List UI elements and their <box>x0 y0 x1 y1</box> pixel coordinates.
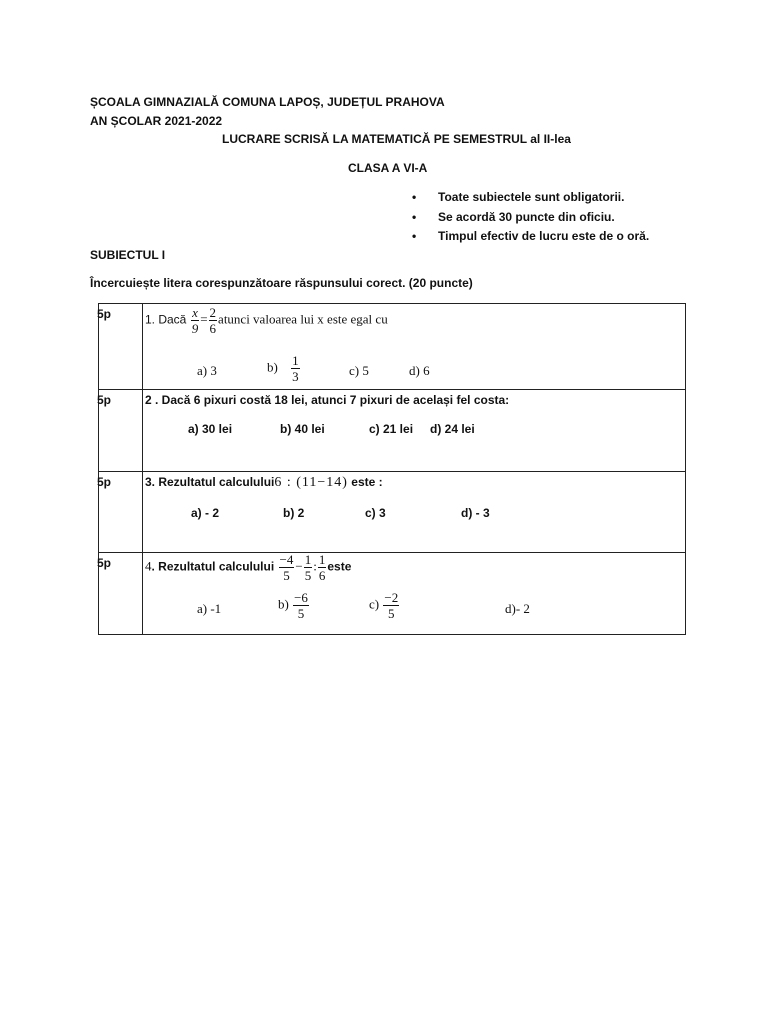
option-a[interactable]: a) - 2 <box>191 506 220 520</box>
question-3-text <box>145 475 383 491</box>
rule-item <box>412 208 649 228</box>
question-row-2 <box>99 390 686 472</box>
option-c[interactable]: c) 21 lei <box>369 422 414 436</box>
section-title: SUBIECTUL I <box>90 248 166 262</box>
test-title: LUCRARE SCRISĂ LA MATEMATICĂ PE SEMESTRUL al II-lea <box>222 132 571 146</box>
option-c-label: c) <box>369 596 380 612</box>
option-d[interactable]: d) 6 <box>409 363 430 378</box>
fraction-denominator: 5 <box>297 606 305 621</box>
fraction-numerator: x <box>192 305 198 320</box>
fraction-numerator: −6 <box>294 590 308 605</box>
bullet-icon: • <box>412 229 417 243</box>
question-cell-3 <box>143 472 686 553</box>
question-1-suffix: atunci valoarea lui x este egal cu <box>218 311 388 327</box>
questions-table <box>98 303 686 635</box>
option-b-label: b) <box>278 596 289 612</box>
fraction-numerator: 2 <box>209 305 217 320</box>
math-expression: 6 : (11−14) <box>274 475 348 490</box>
equals-sign: = <box>200 311 208 327</box>
option-c[interactable]: c) 5 <box>349 363 369 378</box>
fraction-denominator: 5 <box>388 606 395 621</box>
fraction <box>191 306 200 335</box>
rules-list <box>412 188 649 247</box>
points-cell <box>99 304 143 390</box>
fraction <box>304 553 313 582</box>
option-a[interactable]: a) 3 <box>197 363 217 378</box>
option-a[interactable]: a) 30 lei <box>188 422 233 436</box>
option-b[interactable]: b) 40 lei <box>280 422 325 436</box>
option-b[interactable] <box>278 591 310 620</box>
fraction-denominator: 6 <box>318 568 326 583</box>
question-3-suffix: este : <box>347 475 383 489</box>
points-cell <box>99 553 143 635</box>
fraction <box>383 591 399 620</box>
option-d[interactable]: d)- 2 <box>505 601 530 616</box>
question-3-prefix: 3. Rezultatul calculului <box>145 475 275 489</box>
fraction-denominator: 5 <box>283 568 290 583</box>
fraction-numerator: −4 <box>279 552 294 567</box>
class-label: CLASA A VI-A <box>348 161 428 175</box>
question-4-suffix: este <box>327 559 352 574</box>
points-label: 5p <box>97 393 112 407</box>
option-a[interactable]: a) -1 <box>197 601 222 616</box>
bullet-icon: • <box>412 209 417 224</box>
points-cell <box>99 390 143 472</box>
option-c[interactable]: c) 3 <box>365 506 386 520</box>
option-d[interactable]: d) - 3 <box>461 506 490 520</box>
fraction <box>318 553 327 582</box>
rule-text: Timpul efectiv de lucru este de o oră. <box>438 229 650 243</box>
fraction <box>293 591 309 620</box>
option-c[interactable] <box>369 591 400 620</box>
section-instruction: Încercuiește litera corespunzătoare răspunsului corect. (20 puncte) <box>90 276 473 290</box>
fraction-numerator: 1 <box>318 552 326 567</box>
minus-sign: − <box>295 558 303 574</box>
fraction-denominator: 9 <box>191 321 199 336</box>
fraction <box>209 306 218 335</box>
points-label: 5p <box>97 475 112 489</box>
question-1-text <box>145 306 388 335</box>
question-row-1 <box>99 304 686 390</box>
option-b[interactable] <box>267 354 301 383</box>
question-1-prefix: 1. Dacă <box>145 312 187 327</box>
points-label: 5p <box>97 556 112 570</box>
question-number: 4 <box>145 558 152 574</box>
fraction-numerator: −2 <box>384 590 399 605</box>
option-b[interactable]: b) 2 <box>283 506 305 520</box>
fraction-numerator: 1 <box>292 353 299 368</box>
school-year: AN ȘCOLAR 2021-2022 <box>90 114 223 128</box>
question-4-text <box>145 553 351 582</box>
fraction-denominator: 6 <box>209 321 217 336</box>
question-cell-1 <box>143 304 686 390</box>
option-d[interactable]: d) 24 lei <box>430 422 475 436</box>
option-b-label: b) <box>267 359 278 375</box>
question-row-4 <box>99 553 686 635</box>
fraction-denominator: 3 <box>292 369 299 384</box>
rule-text: Toate subiectele sunt obligatorii. <box>438 190 625 204</box>
fraction-numerator: 1 <box>304 552 312 567</box>
school-name: ȘCOALA GIMNAZIALĂ COMUNA LAPOȘ, JUDEȚUL PRAHOVA <box>90 95 445 109</box>
fraction <box>291 354 300 383</box>
question-cell-2 <box>143 390 686 472</box>
question-row-3 <box>99 472 686 553</box>
points-cell <box>99 472 143 553</box>
division-sign: : <box>313 558 317 574</box>
points-label: 5p <box>97 307 112 321</box>
question-cell-4 <box>143 553 686 635</box>
rule-text: Se acordă 30 puncte din oficiu. <box>438 209 615 224</box>
bullet-icon: • <box>412 190 417 204</box>
question-2-text: 2 . Dacă 6 pixuri costă 18 lei, atunci 7 pixuri de același fel costa: <box>145 393 510 407</box>
fraction <box>279 553 295 582</box>
rule-item <box>412 188 649 208</box>
fraction-denominator: 5 <box>304 568 312 583</box>
question-4-prefix: . Rezultatul calculului <box>151 559 275 574</box>
rule-item <box>412 227 649 247</box>
